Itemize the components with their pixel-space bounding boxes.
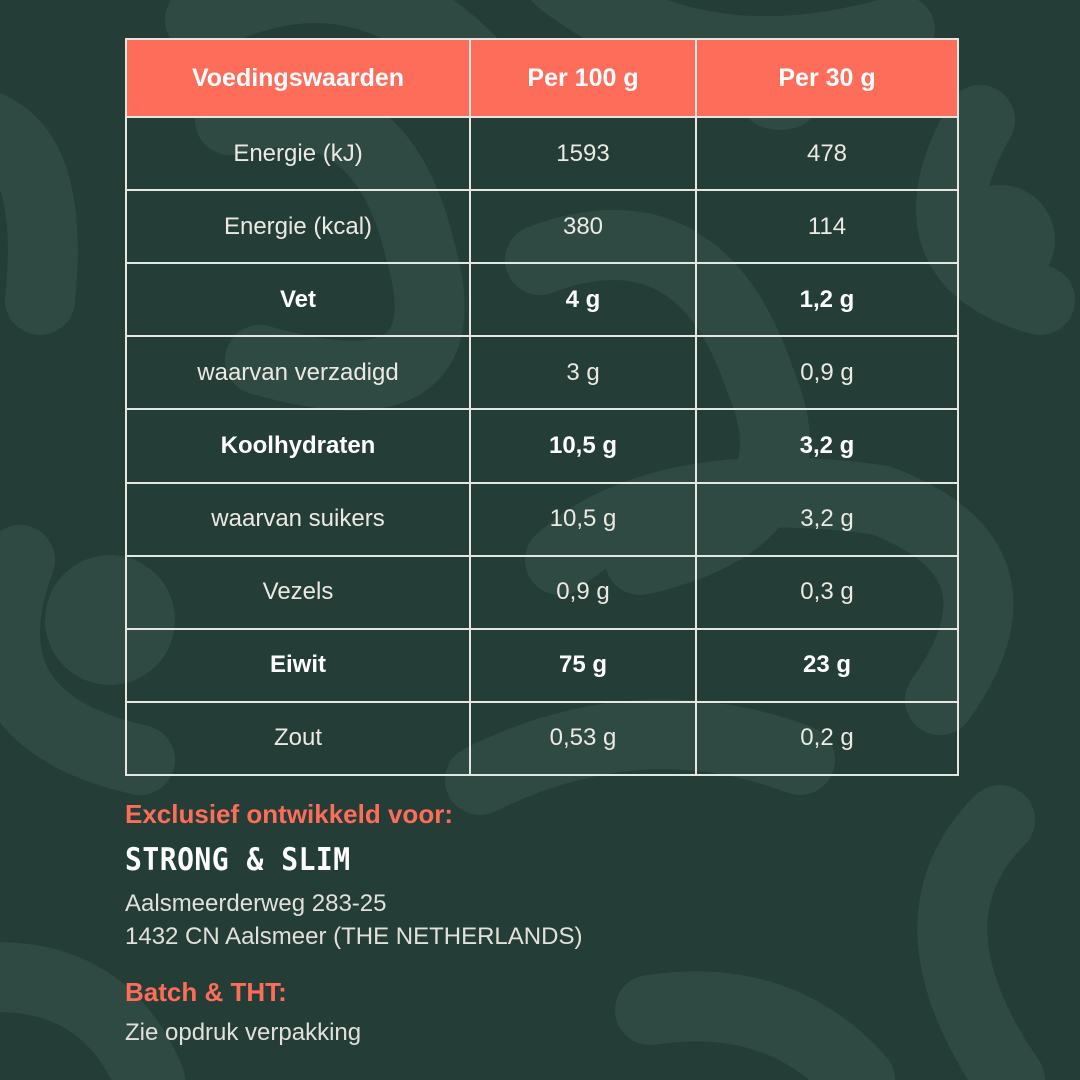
per-30g-cell: 0,2 g — [696, 702, 958, 775]
nutrient-cell: Energie (kJ) — [126, 117, 470, 190]
per-100g-cell: 3 g — [470, 336, 696, 409]
per-30g-cell: 1,2 g — [696, 263, 958, 336]
nutrient-cell: Eiwit — [126, 629, 470, 702]
nutrient-cell: Koolhydraten — [126, 409, 470, 482]
table-row — [126, 117, 958, 190]
address-line-2: 1432 CN Aalsmeer (THE NETHERLANDS) — [125, 923, 583, 950]
per-100g-cell: 380 — [470, 190, 696, 263]
nutrient-cell: Energie (kcal) — [126, 190, 470, 263]
table-row — [126, 336, 958, 409]
per-30g-cell: 3,2 g — [696, 409, 958, 482]
per-100g-cell: 0,53 g — [470, 702, 696, 775]
nutrient-cell: Vet — [126, 263, 470, 336]
table-body — [126, 117, 958, 775]
nutrition-table — [125, 38, 959, 776]
per-100g-cell: 4 g — [470, 263, 696, 336]
brand-name: STRONG & SLIM — [125, 841, 351, 878]
table-row — [126, 556, 958, 629]
per-100g-cell: 75 g — [470, 629, 696, 702]
per-100g-cell: 10,5 g — [470, 483, 696, 556]
nutrient-cell: Zout — [126, 702, 470, 775]
table-row — [126, 409, 958, 482]
header-per-100g: Per 100 g — [470, 39, 696, 117]
per-100g-cell: 0,9 g — [470, 556, 696, 629]
bg-shape-1 — [0, 120, 43, 301]
table-row — [126, 263, 958, 336]
table-header-row — [126, 39, 958, 117]
nutrient-cell: Vezels — [126, 556, 470, 629]
per-100g-cell: 1593 — [470, 117, 696, 190]
header-per-30g: Per 30 g — [696, 39, 958, 117]
per-30g-cell: 23 g — [696, 629, 958, 702]
per-30g-cell: 0,9 g — [696, 336, 958, 409]
header-nutrient: Voedingswaarden — [126, 39, 470, 117]
batch-note: Zie opdruk verpakking — [125, 1019, 362, 1046]
developed-for-heading: Exclusief ontwikkeld voor: — [125, 799, 453, 829]
per-30g-cell: 3,2 g — [696, 483, 958, 556]
per-100g-cell: 10,5 g — [470, 409, 696, 482]
table-row — [126, 702, 958, 775]
address — [125, 887, 1025, 953]
table-row — [126, 483, 958, 556]
nutrient-cell: waarvan suikers — [126, 483, 470, 556]
per-30g-cell: 478 — [696, 117, 958, 190]
footer-info — [125, 797, 1025, 1049]
per-30g-cell: 114 — [696, 190, 958, 263]
address-line-1: Aalsmeerderweg 283-25 — [125, 890, 387, 917]
table-row — [126, 629, 958, 702]
bg-circle-2 — [945, 185, 1055, 295]
table-row — [126, 190, 958, 263]
nutrient-cell: waarvan verzadigd — [126, 336, 470, 409]
batch-heading: Batch & THT: — [125, 977, 287, 1007]
per-30g-cell: 0,3 g — [696, 556, 958, 629]
